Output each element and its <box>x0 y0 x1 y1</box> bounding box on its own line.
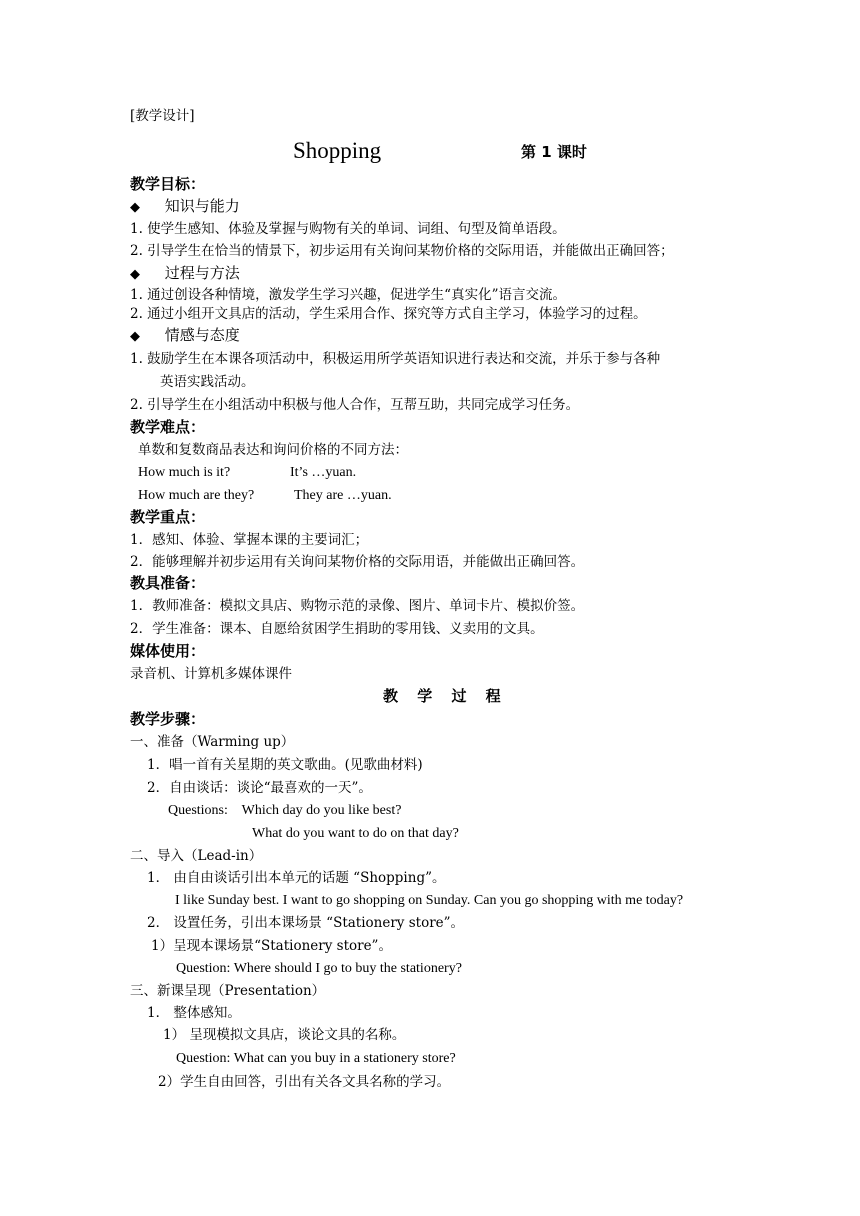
steps-heading: 教学步骤： <box>130 710 206 728</box>
presentation-substep: 1） 呈现模拟文具店，谈论文具的名称。 <box>163 1027 406 1043</box>
materials-heading: 教具准备： <box>130 574 206 592</box>
warmup-question: Questions: Which day do you like best? <box>168 803 402 818</box>
difficulty-question-plural: How much are they? <box>138 488 255 503</box>
difficulty-intro: 单数和复数商品表达和询问价格的不同方法： <box>138 442 408 458</box>
objectives-heading: 教学目标： <box>130 175 206 193</box>
warmup-question: What do you want to do on that day? <box>252 826 459 841</box>
materials-item: 1．教师准备：模拟文具店、购物示范的录像、图片、单词卡片、模拟价签。 <box>130 598 585 614</box>
warmup-step: 2．自由谈话：谈论“最喜欢的一天”。 <box>147 780 372 796</box>
materials-item: 2．学生准备：课本、自愿给贫困学生捐助的零用钱、义卖用的文具。 <box>130 621 544 637</box>
presentation-question: Question: What can you buy in a stationery store? <box>176 1051 456 1066</box>
emotion-subheading <box>130 326 240 346</box>
media-heading: 媒体使用： <box>130 642 206 660</box>
process-title: 教 学 过 程 <box>383 687 508 705</box>
emotion-item-continued: 英语实践活动。 <box>160 374 255 390</box>
leadin-dialogue: I like Sunday best. I want to go shopping on Sunday. Can you go shopping with me today? <box>175 893 684 908</box>
difficulty-question-singular: How much is it? <box>138 465 231 480</box>
key-points-heading: 教学重点： <box>130 508 206 526</box>
lesson-period: 第 1 课时 <box>521 143 587 161</box>
key-point-item: 2．能够理解并初步运用有关询问某物价格的交际用语，并能做出正确回答。 <box>130 554 585 570</box>
knowledge-item: 1. 使学生感知、体验及掌握与购物有关的单词、词组、句型及简单语段。 <box>130 221 566 237</box>
diamond-bullet-icon: ◆ <box>130 200 140 215</box>
diamond-bullet-icon: ◆ <box>130 329 140 344</box>
leadin-step: 2． 设置任务，引出本课场景 “Stationery store”。 <box>147 915 465 931</box>
warmup-step: 1．唱一首有关星期的英文歌曲。(见歌曲材料) <box>147 757 423 773</box>
knowledge-subheading <box>130 197 240 217</box>
process-subheading-text: 过程与方法 <box>164 264 240 282</box>
diamond-bullet-icon: ◆ <box>130 267 140 282</box>
warmup-title: 一、准备（Warming up） <box>130 734 295 750</box>
key-point-item: 1．感知、体验、掌握本课的主要词汇； <box>130 532 369 548</box>
emotion-subheading-text: 情感与态度 <box>164 326 240 344</box>
emotion-item: 2. 引导学生在小组活动中积极与他人合作，互帮互助，共同完成学习任务。 <box>130 397 580 413</box>
process-item: 2. 通过小组开文具店的活动，学生采用合作、探究等方式自主学习，体验学习的过程。 <box>130 306 647 322</box>
process-item: 1. 通过创设各种情境，激发学生学习兴趣，促进学生“真实化”语言交流。 <box>130 287 566 303</box>
media-text: 录音机、计算机多媒体课件 <box>130 666 292 682</box>
knowledge-item: 2. 引导学生在恰当的情景下，初步运用有关询问某物价格的交际用语，并能做出正确回答； <box>130 243 674 259</box>
presentation-title: 三、新课呈现（Presentation） <box>130 983 326 999</box>
process-subheading <box>130 264 240 284</box>
presentation-step: 1． 整体感知。 <box>147 1005 241 1021</box>
difficulty-answer-singular: It’s …yuan. <box>290 465 357 480</box>
leadin-step: 1． 由自由谈话引出本单元的话题 “Shopping”。 <box>147 870 446 886</box>
presentation-substep: 2）学生自由回答，引出有关各文具名称的学习。 <box>158 1074 451 1090</box>
difficulty-answer-plural: They are …yuan. <box>294 488 392 503</box>
knowledge-subheading-text: 知识与能力 <box>164 197 240 215</box>
leadin-question: Question: Where should I go to buy the stationery? <box>176 961 462 976</box>
lesson-title: Shopping <box>293 138 382 163</box>
difficulty-heading: 教学难点： <box>130 418 206 436</box>
leadin-title: 二、导入（Lead-in） <box>130 848 263 864</box>
emotion-item: 1. 鼓励学生在本课各项活动中，积极运用所学英语知识进行表达和交流，并乐于参与各种 <box>130 351 661 367</box>
doc-type-label: [教学设计] <box>130 108 195 124</box>
leadin-substep: 1）呈现本课场景“Stationery store”。 <box>151 938 392 954</box>
